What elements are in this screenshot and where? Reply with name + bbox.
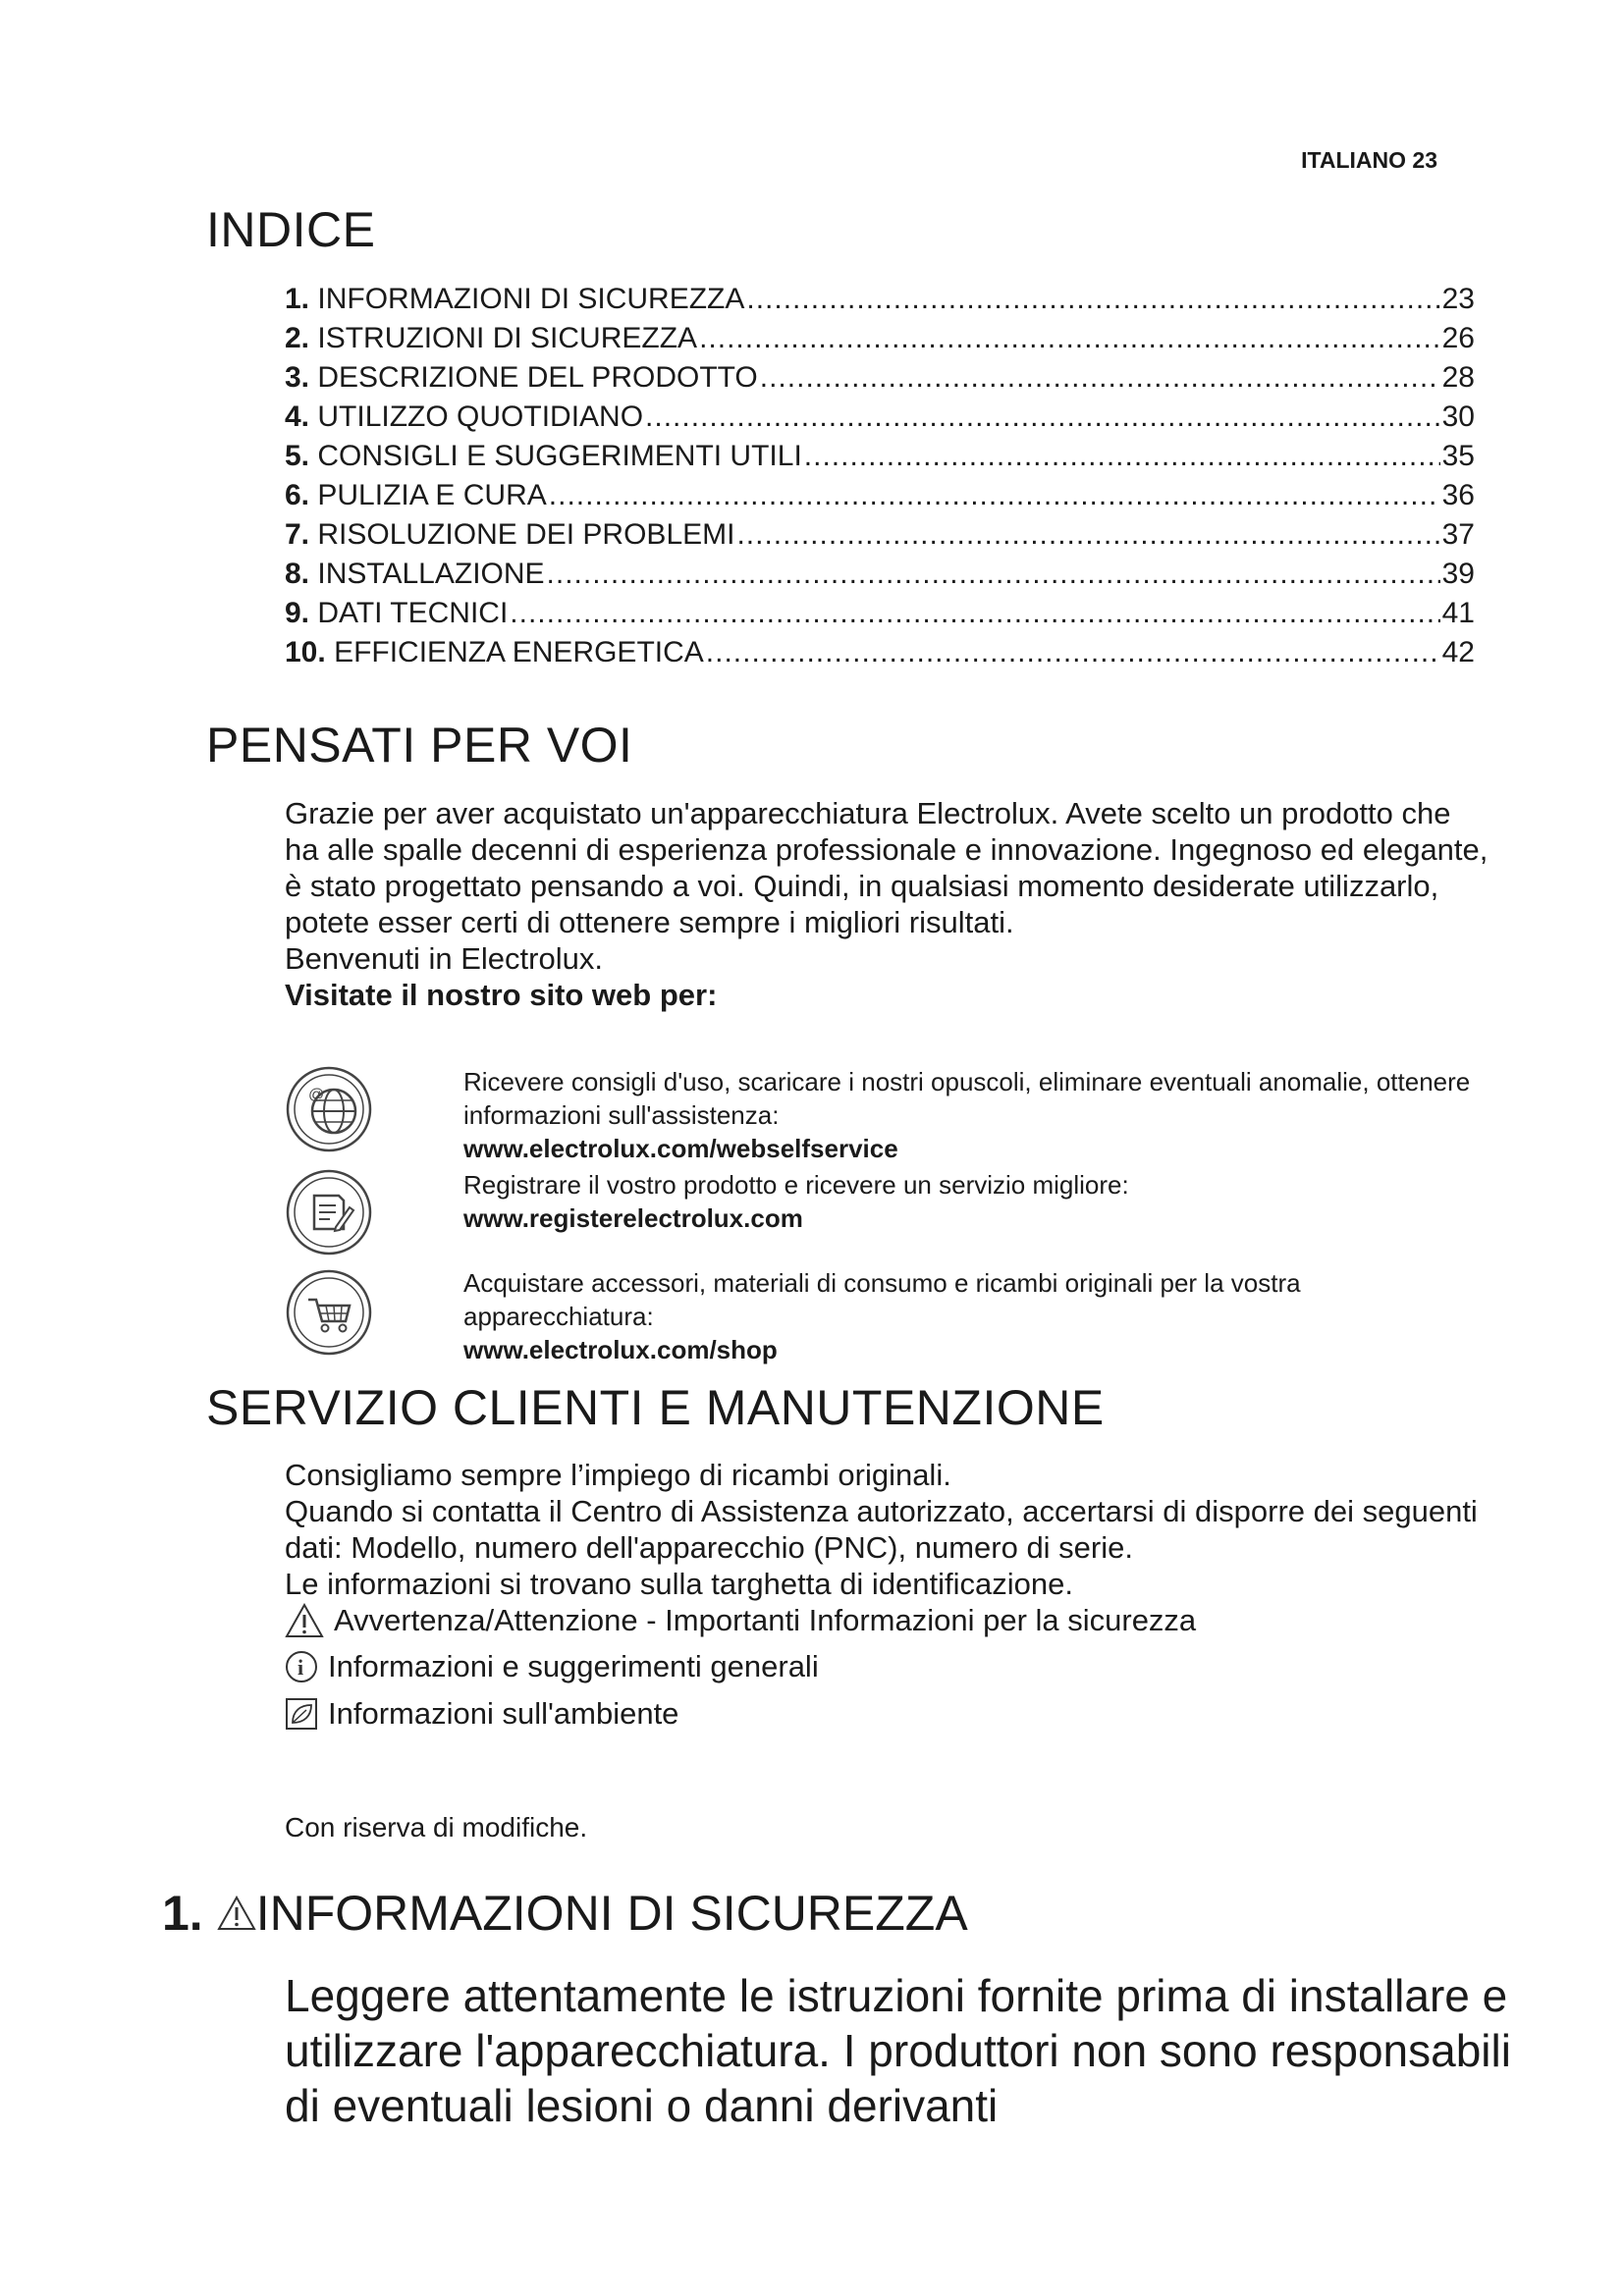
toc-number: 2. bbox=[285, 322, 310, 354]
toc-number: 7. bbox=[285, 518, 310, 551]
legend-text: Informazioni sull'ambiente bbox=[328, 1696, 679, 1731]
section1-intro: Leggere attentamente le istruzioni fornite prima di installare e utilizzare l'apparecchiatura. I produttori non sono responsabili di eventuali lesioni o danni derivanti bbox=[285, 1970, 1511, 2131]
toc-page: 23 bbox=[1441, 283, 1475, 315]
register-link[interactable]: www.registerelectrolux.com bbox=[463, 1203, 803, 1233]
toc-title: EFFICIENZA ENERGETICA bbox=[334, 636, 704, 668]
toc-title: INFORMAZIONI DI SICUREZZA bbox=[317, 283, 745, 315]
shop-link[interactable]: www.electrolux.com/shop bbox=[463, 1335, 778, 1364]
toc-page: 37 bbox=[1441, 518, 1475, 551]
servizio-line: Quando si contatta il Centro di Assistenza autorizzato, accertarsi di disporre dei seguenti dati: Modello, numero dell'apparecchio (PNC), numero di serie. bbox=[285, 1494, 1478, 1565]
selfservice-link[interactable]: www.electrolux.com/webselfservice bbox=[463, 1134, 898, 1163]
indice-title: INDICE bbox=[206, 202, 376, 257]
toc-number: 8. bbox=[285, 558, 310, 590]
legend-info bbox=[285, 1649, 819, 1684]
toc-page: 36 bbox=[1441, 479, 1475, 511]
toc-title: DATI TECNICI bbox=[317, 597, 509, 629]
toc-title: UTILIZZO QUOTIDIANO bbox=[317, 400, 644, 433]
toc-row[interactable] bbox=[285, 594, 1475, 633]
section1-heading: INFORMAZIONI DI SICUREZZA bbox=[255, 1886, 968, 1941]
toc-number: 5. bbox=[285, 440, 310, 472]
warning-icon bbox=[217, 1896, 256, 1931]
toc-leader bbox=[736, 515, 1439, 555]
toc-number: 9. bbox=[285, 597, 310, 629]
modifiche-note: Con riserva di modifiche. bbox=[285, 1812, 588, 1842]
toc-row[interactable] bbox=[285, 633, 1475, 672]
svg-text:@: @ bbox=[308, 1087, 325, 1103]
toc-leader bbox=[706, 633, 1440, 672]
toc-title: RISOLUZIONE DEI PROBLEMI bbox=[317, 518, 735, 551]
toc-page: 42 bbox=[1441, 636, 1475, 668]
toc-leader bbox=[549, 476, 1440, 515]
pensati-visit: Visitate il nostro sito web per: bbox=[285, 978, 718, 1012]
toc-row[interactable] bbox=[285, 476, 1475, 515]
warning-icon bbox=[285, 1603, 324, 1638]
toc-number: 4. bbox=[285, 400, 310, 433]
toc-leader bbox=[547, 555, 1440, 594]
servizio-line: Consigliamo sempre l’impiego di ricambi originali. bbox=[285, 1458, 951, 1492]
toc-row[interactable] bbox=[285, 280, 1475, 319]
servizio-line: Le informazioni si trovano sulla targhetta di identificazione. bbox=[285, 1567, 1074, 1601]
toc-page: 28 bbox=[1441, 361, 1475, 394]
toc-row[interactable] bbox=[285, 515, 1475, 555]
toc-row[interactable] bbox=[285, 319, 1475, 358]
toc-number: 3. bbox=[285, 361, 310, 394]
servizio-body bbox=[285, 1457, 1492, 1602]
globe-icon bbox=[285, 1065, 373, 1153]
toc-leader bbox=[645, 398, 1440, 437]
legend-environment bbox=[285, 1696, 678, 1732]
web-text-selfservice bbox=[463, 1065, 1494, 1165]
toc-number: 6. bbox=[285, 479, 310, 511]
web-description: Ricevere consigli d'uso, scaricare i nostri opuscoli, eliminare eventuali anomalie, ottenere informazioni sull'assistenza: bbox=[463, 1067, 1471, 1130]
section1-number: 1. bbox=[162, 1886, 203, 1941]
toc-number: 1. bbox=[285, 283, 310, 315]
toc-title: CONSIGLI E SUGGERIMENTI UTILI bbox=[317, 440, 802, 472]
legend-text: Avvertenza/Attenzione - Importanti Informazioni per la sicurezza bbox=[334, 1603, 1197, 1637]
toc-row[interactable] bbox=[285, 358, 1475, 398]
section1-title bbox=[162, 1885, 968, 1942]
legend-warning bbox=[285, 1603, 1196, 1638]
info-icon bbox=[285, 1650, 318, 1683]
toc-number: 10. bbox=[285, 636, 326, 668]
toc-page: 39 bbox=[1441, 558, 1475, 590]
toc-page: 35 bbox=[1441, 440, 1475, 472]
toc-leader bbox=[746, 280, 1439, 319]
toc-page: 41 bbox=[1441, 597, 1475, 629]
toc-page: 26 bbox=[1441, 322, 1475, 354]
pensati-body bbox=[285, 795, 1492, 1013]
toc-row[interactable] bbox=[285, 437, 1475, 476]
pensati-paragraph: Grazie per aver acquistato un'apparecchiatura Electrolux. Avete scelto un prodotto che ha alle spalle decenni di esperienza professionale e innovazione. Ingegnoso ed elegante, è stato progettato pensando a voi. Quindi, in qualsiasi momento desiderate utilizzarlo, potete esser certi di ottenere sempre i migliori risultati. bbox=[285, 796, 1489, 939]
svg-text:i: i bbox=[298, 1655, 304, 1680]
toc-title: DESCRIZIONE DEL PRODOTTO bbox=[317, 361, 758, 394]
legend-text: Informazioni e suggerimenti generali bbox=[328, 1649, 819, 1683]
cart-icon bbox=[285, 1268, 373, 1357]
toc-leader bbox=[699, 319, 1440, 358]
pensati-welcome: Benvenuti in Electrolux. bbox=[285, 941, 603, 976]
web-text-shop bbox=[463, 1266, 1494, 1366]
pensati-title: PENSATI PER VOI bbox=[206, 718, 633, 773]
toc-row[interactable] bbox=[285, 398, 1475, 437]
web-description: Acquistare accessori, materiali di consumo e ricambi originali per la vostra apparecchiatura: bbox=[463, 1268, 1301, 1331]
toc-title: ISTRUZIONI DI SICUREZZA bbox=[317, 322, 698, 354]
toc-page: 30 bbox=[1441, 400, 1475, 433]
web-description: Registrare il vostro prodotto e ricevere un servizio migliore: bbox=[463, 1170, 1129, 1200]
toc-leader bbox=[804, 437, 1440, 476]
servizio-title: SERVIZIO CLIENTI E MANUTENZIONE bbox=[206, 1380, 1105, 1435]
toc-leader bbox=[760, 358, 1440, 398]
leaf-icon bbox=[285, 1697, 318, 1731]
toc-title: INSTALLAZIONE bbox=[317, 558, 545, 590]
web-text-register bbox=[463, 1168, 1494, 1235]
toc-row[interactable] bbox=[285, 555, 1475, 594]
toc-leader bbox=[510, 594, 1439, 633]
page-header: ITALIANO 23 bbox=[1301, 147, 1437, 173]
toc-title: PULIZIA E CURA bbox=[317, 479, 547, 511]
table-of-contents bbox=[285, 280, 1475, 672]
register-icon bbox=[285, 1168, 373, 1256]
